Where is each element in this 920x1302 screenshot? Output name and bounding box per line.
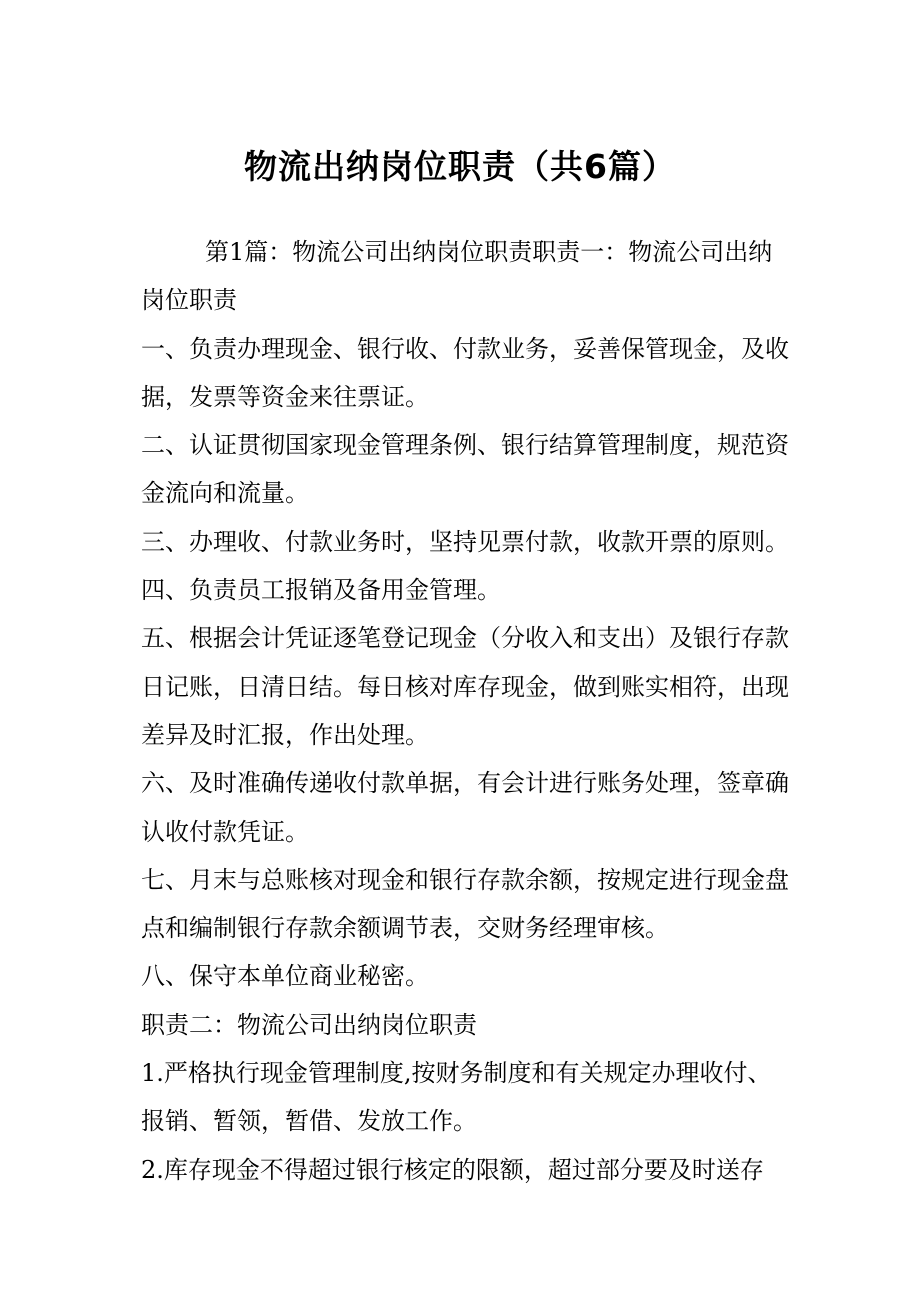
- document-body: [141, 228, 791, 1194]
- paragraph-item-6: 六、及时准确传递收付款单据，有会计进行账务处理，签章确认收付款凭证。: [141, 769, 789, 846]
- paragraph-section-heading: 职责二：物流公司出纳岗位职责: [141, 1010, 477, 1039]
- paragraph-item-5: 五、根据会计凭证逐笔登记现金（分收入和支出）及银行存款日记账，日清日结。每日核对库存现金，做到账实相符，出现差异及时汇报，作出处理。: [141, 624, 789, 749]
- paragraph-item-1: 一、负责办理现金、银行收、付款业务，妥善保管现金，及收据，发票等资金来往票证。: [141, 334, 789, 411]
- paragraph-item-4: 四、负责员工报销及备用金管理。: [141, 576, 501, 605]
- paragraph-numbered-1: 1.严格执行现金管理制度,按财务制度和有关规定办理收付、报销、暂领，暂借、发放工作。: [141, 1059, 772, 1136]
- paragraph-item-8: 八、保守本单位商业秘密。: [141, 962, 429, 991]
- document-title: 物流出纳岗位职责（共6篇）: [244, 147, 676, 186]
- paragraph-item-2: 二、认证贯彻国家现金管理条例、银行结算管理制度，规范资金流向和流量。: [141, 431, 789, 508]
- paragraph-intro: 第1篇：物流公司出纳岗位职责职责一：物流公司出纳岗位职责: [141, 238, 773, 315]
- paragraph-numbered-2: 2.库存现金不得超过银行核定的限额，超过部分要及时送存: [141, 1155, 764, 1184]
- paragraph-item-7: 七、月末与总账核对现金和银行存款余额，按规定进行现金盘点和编制银行存款余额调节表，交财务经理审核。: [141, 865, 789, 943]
- paragraph-item-3: 三、办理收、付款业务时，坚持见票付款，收款开票的原则。: [141, 527, 789, 556]
